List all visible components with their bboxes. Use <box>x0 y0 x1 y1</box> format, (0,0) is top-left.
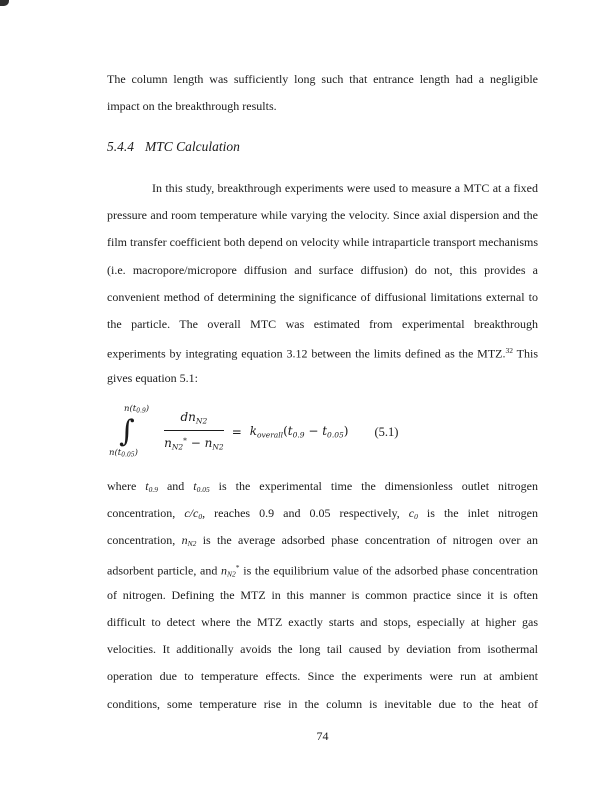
text-line: concentration, $n_{N2}$ is the average adsorbed phase concentration of nitrogen over an <box>107 533 539 549</box>
body-paragraph-2 <box>107 479 538 724</box>
equation-number: (5.1) <box>374 424 399 439</box>
text-line: of nitrogen. Defining the MTZ in this manner is common practice since it is often <box>107 587 538 602</box>
text-line: experiments by integrating equation 3.12 between the limits defined as the MTZ.$^{32}$ This <box>107 346 538 361</box>
integral-icon: ∫ <box>119 414 135 449</box>
text-line: the particle. The overall MTC was estimated from experimental breakthrough <box>107 316 538 331</box>
text-line: (i.e. macropore/micropore diffusion and surface diffusion) do not, this provides a <box>107 262 538 277</box>
fraction-denominator: $n_{N2}^* - n_{N2}$ <box>164 436 224 452</box>
fraction-numerator: $dn_{N2}$ <box>164 411 224 432</box>
text-line: convenient method of determining the significance of diffusional limitations external to <box>107 289 538 304</box>
scan-artifact <box>0 0 9 6</box>
text-line: where $t_{0.9}$ and $t_{0.05}$ is the experimental time the dimensionless outlet nitrogen <box>107 479 538 494</box>
body-paragraph-1 <box>107 181 538 399</box>
text-line: operation due to temperature effects. Since the experiments were run at ambient <box>107 669 538 684</box>
text-line: The column length was sufficiently long such that entrance length had a negligible <box>107 72 538 86</box>
integral-with-limits <box>109 404 149 461</box>
integral-lower-limit: n(t0.05) <box>109 448 138 459</box>
text-line: velocities. It additionally avoids the long tail caused by deviation from isothermal <box>107 642 538 657</box>
integral-upper-limit: n(t0.9) <box>124 403 150 414</box>
text-line: adsorbent particle, and $n_{N2}^*$ is the equilibrium value of the adsorbed phase concentration <box>107 562 538 579</box>
text-line: conditions, some temperature rise in the column is inevitable due to the heat of <box>107 696 538 711</box>
equation-rhs: $k_{overall}(t_{0.9} - t_{0.05})$ <box>249 424 349 440</box>
text-line: film transfer coefficient both depend on velocity while intraparticle transport mechanisms <box>107 235 538 250</box>
text-line: difficult to detect where the MTZ exactly starts and stops, especially at higher gas <box>107 614 538 629</box>
equation-5-1 <box>109 398 398 466</box>
text-line: In this study, breakthrough experiments were used to measure a MTC at a fixed <box>152 181 538 195</box>
equation-fraction <box>164 411 224 454</box>
text-line: pressure and room temperature while varying the velocity. Since axial dispersion and the <box>107 208 538 223</box>
text-line: impact on the breakthrough results. <box>107 99 277 114</box>
text-line: concentration, $c/c_0$, reaches 0.9 and 0.05 respectively, $c_0$ is the inlet nitrogen <box>107 506 538 522</box>
section-title: MTC Calculation <box>145 139 240 154</box>
section-heading <box>107 139 240 155</box>
intro-paragraph <box>107 72 538 126</box>
text-line: gives equation 5.1: <box>107 371 198 386</box>
page-number: 74 <box>316 729 329 743</box>
equals-sign: = <box>231 425 242 439</box>
section-number: 5.4.4 <box>107 139 134 154</box>
text-block <box>107 0 538 792</box>
